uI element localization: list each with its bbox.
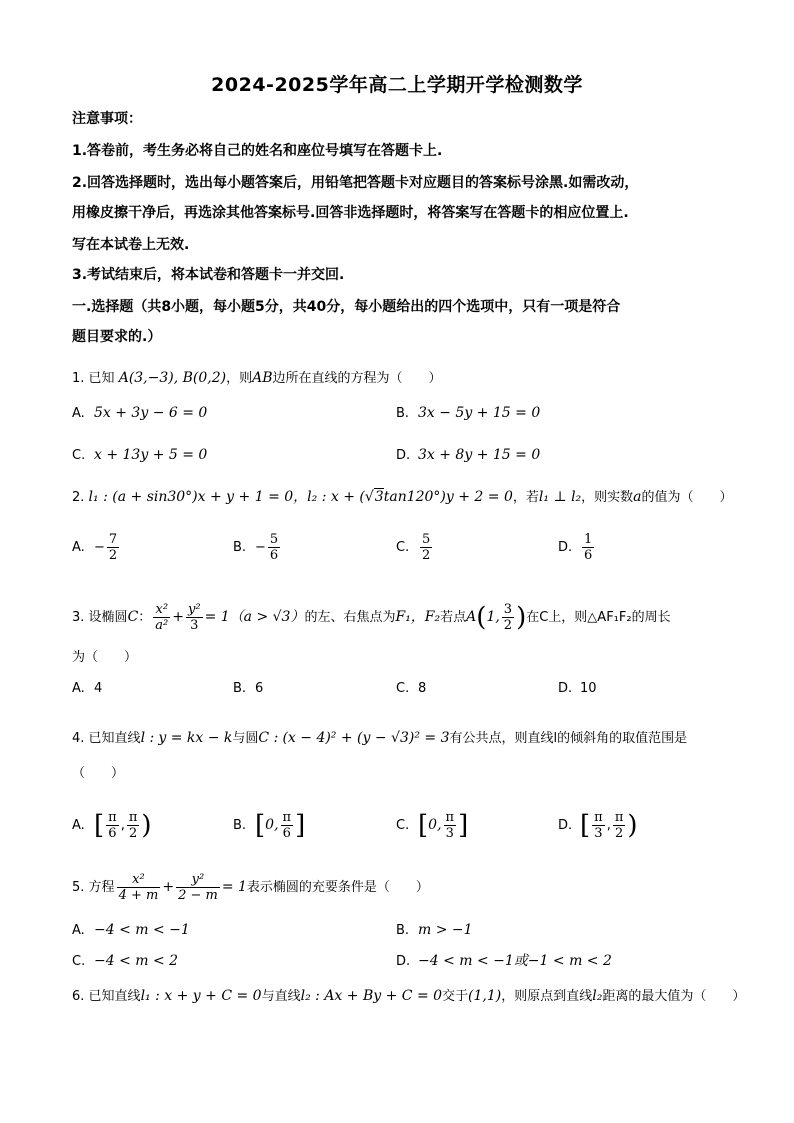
option-text: 3x + 8y + 15 = 0 bbox=[418, 447, 541, 463]
option-sign: − bbox=[94, 540, 105, 555]
right-bracket: ] bbox=[295, 810, 306, 841]
option-text: −4 < m < −1 bbox=[94, 922, 190, 938]
question-stem: ，则 bbox=[226, 371, 253, 386]
option-sign: − bbox=[255, 540, 266, 555]
option-label: C. bbox=[396, 681, 410, 696]
option-label: C. bbox=[72, 448, 86, 463]
fraction-denominator: 3 bbox=[445, 826, 454, 841]
option-label: A. bbox=[72, 681, 85, 696]
interval-left: 0, bbox=[428, 817, 442, 833]
note-item-2-line-1: 2.回答选择题时，选出每小题答案后，用铅笔把答题卡对应题目的答案标号涂黑.如需改动， bbox=[72, 175, 639, 191]
section-heading-line-1: 一.选择题（共8小题，每小题5分，共40分，每小题给出的四个选项中，只有一项是符合 bbox=[72, 299, 621, 315]
line-l2-equation: l₂ : Ax + By + C = 0 bbox=[300, 988, 443, 1004]
option-a bbox=[72, 920, 190, 941]
circle-name: C : bbox=[258, 730, 279, 746]
question-6 bbox=[72, 986, 752, 1007]
option-label: C. bbox=[72, 954, 86, 969]
question-stem: 方程 bbox=[88, 880, 115, 895]
ellipse-term-x bbox=[153, 602, 170, 633]
question-stem: 与圆 bbox=[232, 731, 259, 746]
option-label: A. bbox=[72, 923, 85, 938]
option-text: −4 < m < −1或−1 < m < 2 bbox=[418, 953, 612, 969]
question-stem: 边所在直线的方程为（ ） bbox=[272, 371, 442, 386]
option-text: x + 13y + 5 = 0 bbox=[94, 447, 208, 463]
option-b bbox=[233, 679, 263, 699]
option-text: 10 bbox=[580, 681, 597, 696]
fraction-denominator: 6 bbox=[282, 826, 291, 841]
option-d bbox=[558, 532, 596, 563]
option-label: B. bbox=[233, 540, 247, 555]
intersection-point: (1,1) bbox=[468, 988, 502, 1004]
option-d bbox=[396, 445, 540, 466]
question-stem: 设椭圆 bbox=[88, 610, 128, 625]
option-label: A. bbox=[72, 540, 85, 555]
note-item-2-line-2: 用橡皮擦干净后，再选涂其他答案标号.回答非选择题时，将答案写在答题卡的相应位置上. bbox=[72, 205, 629, 221]
fraction-denominator: 3 bbox=[594, 826, 603, 841]
option-c bbox=[72, 951, 178, 972]
option-label: D. bbox=[396, 954, 411, 969]
notes-heading: 注意事项： bbox=[72, 111, 142, 127]
option-text: 3x − 5y + 15 = 0 bbox=[418, 405, 541, 421]
option-b bbox=[233, 532, 282, 563]
fraction-denominator: a² bbox=[155, 618, 169, 633]
fraction-denominator: 4 + m bbox=[118, 888, 159, 903]
fraction-numerator: π bbox=[614, 810, 624, 825]
option-fraction bbox=[268, 532, 280, 563]
option-label: D. bbox=[558, 818, 573, 833]
perpendicular-condition: l₁ ⊥ l₂ bbox=[538, 489, 582, 505]
interval-left bbox=[106, 810, 119, 841]
equation-rhs: = 1 bbox=[204, 609, 230, 625]
left-bracket: [ bbox=[580, 810, 591, 841]
option-label: D. bbox=[558, 540, 573, 555]
point-name: A bbox=[466, 609, 477, 625]
section-heading-line-2: 题目要求的.） bbox=[72, 329, 162, 345]
option-c bbox=[396, 810, 468, 841]
option-b bbox=[233, 810, 305, 841]
option-a bbox=[72, 403, 207, 424]
fraction-numerator: x² bbox=[153, 602, 170, 618]
fraction-numerator: π bbox=[108, 810, 117, 825]
fraction-denominator: 6 bbox=[584, 548, 593, 563]
equation-rhs: = 1 bbox=[221, 879, 247, 895]
question-stem: 在C上，则△AF₁F₂的周长 bbox=[526, 610, 671, 625]
question-number: 3. bbox=[72, 610, 85, 625]
line-l1-equation: l₁ : x + y + C = 0 bbox=[140, 988, 262, 1004]
option-label: B. bbox=[233, 681, 247, 696]
question-stem: ，则原点到直线 bbox=[501, 989, 593, 1004]
question-number: 2. bbox=[72, 490, 85, 505]
curve-name: C bbox=[127, 609, 139, 625]
option-text: 5x + 3y − 6 = 0 bbox=[94, 405, 208, 421]
option-b bbox=[396, 920, 473, 941]
right-bracket: ) bbox=[141, 810, 152, 841]
question-4-line-2: （ ） bbox=[72, 766, 125, 781]
option-label: A. bbox=[72, 818, 85, 833]
option-text: 8 bbox=[418, 681, 427, 696]
left-bracket: [ bbox=[418, 810, 429, 841]
fraction-denominator: 6 bbox=[108, 826, 117, 841]
interval-left bbox=[592, 810, 605, 841]
left-bracket: [ bbox=[94, 810, 105, 841]
question-stem: ，则实数 bbox=[581, 490, 634, 505]
question-stem: 距离的最大值为（ ） bbox=[602, 989, 746, 1004]
question-1 bbox=[72, 368, 752, 389]
question-stem: 的值为（ ） bbox=[641, 490, 733, 505]
interval-right bbox=[127, 810, 140, 841]
question-4 bbox=[72, 728, 752, 749]
interval-left: 0, bbox=[265, 817, 279, 833]
option-label: B. bbox=[396, 923, 410, 938]
parameter-condition: （a > √3） bbox=[229, 609, 305, 625]
option-c bbox=[396, 679, 426, 699]
sqrt-value: 3 bbox=[374, 489, 384, 505]
option-d: D. [ $\frac{\pi}{3}$ , $\frac{\pi}{2}$ ) bbox=[558, 810, 638, 841]
equation-term-x bbox=[117, 872, 161, 903]
ellipse-term-y bbox=[186, 602, 203, 633]
question-math: AB bbox=[252, 370, 273, 386]
fraction-denominator: 3 bbox=[190, 618, 199, 633]
line-l1-equation: l₁ : (a + sin30°)x + y + 1 = 0 bbox=[88, 489, 294, 505]
question-stem: 已知直线 bbox=[88, 989, 141, 1004]
option-a bbox=[72, 679, 102, 699]
option-text: 4 bbox=[94, 681, 103, 696]
option-c bbox=[396, 532, 434, 563]
question-number: 6. bbox=[72, 989, 85, 1004]
fraction-denominator: 6 bbox=[269, 548, 279, 563]
option-label: D. bbox=[396, 448, 411, 463]
fraction-numerator: y² bbox=[176, 872, 220, 888]
question-3: 3. 设椭圆C： $\frac{\text{x²}}{\text{a²}}$ + $\frac{\text{y²}}{3}$ = 1（a > √3）的左、右焦点为F₁，F₂若点A(1, $\frac{3}{2}$ )在C上，则△AF₁F₂的周长 bbox=[72, 602, 671, 633]
option-label: C. bbox=[396, 540, 410, 555]
fraction-numerator: π bbox=[594, 810, 603, 825]
option-d bbox=[558, 679, 597, 699]
fraction-denominator: 2 bbox=[128, 826, 138, 841]
page-title: 2024-2025学年高二上学期开学检测数学 bbox=[211, 74, 583, 96]
option-a: A. [ $\frac{\pi}{6}$ , $\frac{\pi}{2}$ ) bbox=[72, 810, 152, 841]
question-stem: 若点 bbox=[440, 610, 467, 625]
option-c bbox=[72, 445, 207, 466]
interval-right bbox=[613, 810, 626, 841]
equation-term-y bbox=[176, 872, 220, 903]
question-stem: 已知直线 bbox=[88, 731, 141, 746]
option-fraction bbox=[420, 532, 432, 563]
fraction-numerator: π bbox=[128, 810, 138, 825]
line-l2-equation: tan120°)y + 2 = 0 bbox=[383, 489, 513, 505]
fraction-numerator: π bbox=[445, 810, 455, 825]
question-stem: 表示椭圆的充要条件是（ ） bbox=[246, 880, 429, 895]
question-stem: 已知 bbox=[88, 371, 115, 386]
foci-names: F₁，F₂ bbox=[395, 609, 441, 625]
option-text: 6 bbox=[255, 681, 264, 696]
question-2: 2. l₁ : (a + sin30°)x + y + 1 = 0，l₂ : x + (√3tan120°)y + 2 = 0，若l₁ ⊥ l₂，则实数a的值为（ ） bbox=[72, 489, 733, 505]
option-label: A. bbox=[72, 406, 85, 421]
question-3-line-2: 为（ ） bbox=[72, 650, 138, 665]
point-coordinate bbox=[502, 602, 514, 633]
interval-right bbox=[444, 810, 457, 841]
fraction-numerator: 5 bbox=[422, 532, 431, 547]
left-bracket: [ bbox=[255, 810, 266, 841]
fraction-denominator: 2 bbox=[108, 548, 118, 563]
fraction-numerator: 1 bbox=[584, 532, 593, 547]
circle-equation: (x − 4)² + (y − √3)² = 3 bbox=[282, 730, 450, 746]
fraction-denominator: 2 bbox=[503, 618, 513, 633]
right-bracket: ) bbox=[627, 810, 638, 841]
variable: a bbox=[633, 489, 642, 505]
fraction-denominator: 2 bbox=[422, 548, 431, 563]
question-number: 1. bbox=[72, 371, 85, 386]
right-bracket: ] bbox=[458, 810, 469, 841]
option-label: B. bbox=[233, 818, 247, 833]
option-label: B. bbox=[396, 406, 410, 421]
option-d bbox=[396, 951, 612, 972]
option-text: −4 < m < 2 bbox=[94, 953, 179, 969]
option-label: C. bbox=[396, 818, 410, 833]
option-fraction bbox=[582, 532, 594, 563]
option-text: m > −1 bbox=[418, 922, 473, 938]
option-a bbox=[72, 532, 121, 563]
option-fraction bbox=[107, 532, 119, 563]
note-item-2-line-3: 写在本试卷上无效. bbox=[72, 237, 190, 253]
question-5: 5. 方程 $\frac{\text{x²}}{4 + m}$ + $\frac{\text{y²}}{2 - m}$ = 1表示椭圆的充要条件是（ ） bbox=[72, 872, 429, 903]
question-math: A(3,−3), B(0,2) bbox=[118, 370, 227, 386]
fraction-numerator: 5 bbox=[269, 532, 279, 547]
line-equation: y = kx − k bbox=[158, 730, 233, 746]
option-b bbox=[396, 403, 540, 424]
question-stem: 交于 bbox=[442, 989, 469, 1004]
fraction-denominator: 2 bbox=[614, 826, 624, 841]
interval-right bbox=[281, 810, 294, 841]
question-stem: ，若 bbox=[512, 490, 539, 505]
question-number: 5. bbox=[72, 880, 85, 895]
fraction-numerator: x² bbox=[117, 872, 161, 888]
note-item-3: 3.考试结束后，将本试卷和答题卡一并交回. bbox=[72, 267, 345, 283]
fraction-denominator: 2 − m bbox=[178, 888, 218, 903]
line-name: l₂ bbox=[592, 988, 603, 1004]
fraction-numerator: π bbox=[282, 810, 292, 825]
line-name: l : bbox=[140, 730, 155, 746]
option-label: D. bbox=[558, 681, 573, 696]
question-number: 4. bbox=[72, 731, 85, 746]
fraction-numerator: y² bbox=[188, 602, 201, 617]
note-item-1: 1.答卷前，考生务必将自己的姓名和座位号填写在答题卡上. bbox=[72, 143, 443, 159]
question-stem: 与直线 bbox=[261, 989, 301, 1004]
fraction-numerator: 7 bbox=[108, 532, 118, 547]
question-stem: 的左、右焦点为 bbox=[304, 610, 396, 625]
question-stem: 有公共点，则直线l的倾斜角的取值范围是 bbox=[449, 731, 688, 746]
line-l2-equation: ，l₂ : x + ( bbox=[293, 489, 365, 505]
fraction-numerator: 3 bbox=[503, 602, 513, 617]
